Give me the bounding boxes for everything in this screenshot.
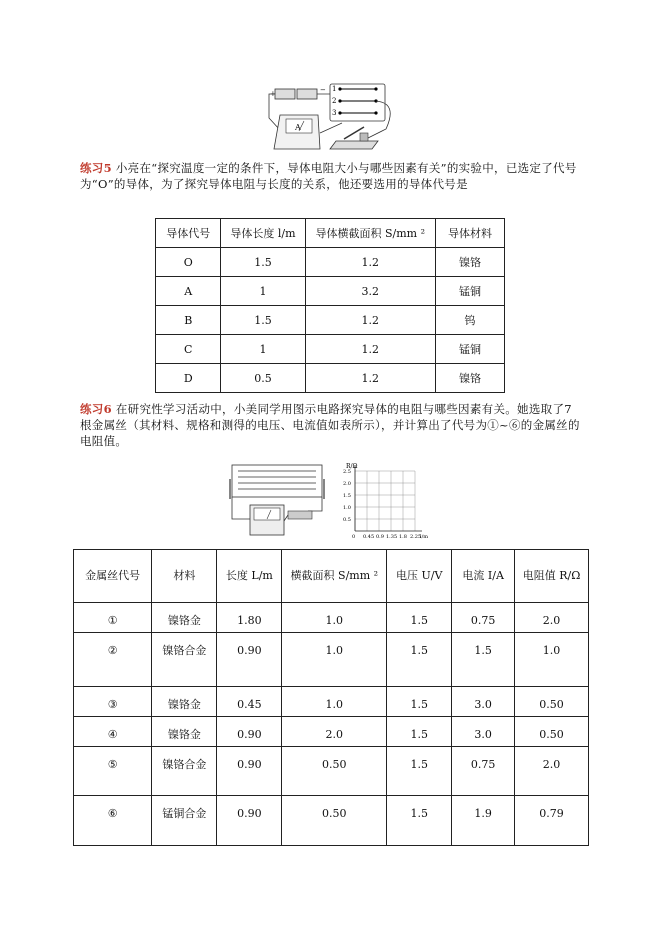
circuit-figure-2	[228, 459, 343, 541]
table-header-row	[74, 550, 589, 603]
table-cell: 0.5	[221, 364, 305, 393]
table-row	[156, 248, 505, 277]
table-cell: 1.5	[221, 248, 305, 277]
table-cell: 0.75	[452, 603, 515, 633]
table-cell: 2.0	[515, 603, 589, 633]
table-row	[74, 796, 589, 846]
table-cell: 1.2	[305, 306, 435, 335]
table-cell: 镍铬	[435, 248, 504, 277]
table-cell: 1.80	[217, 603, 282, 633]
table-cell: B	[156, 306, 221, 335]
table-cell: 1.2	[305, 335, 435, 364]
table-cell: 0.90	[217, 633, 282, 687]
plus-sign: +	[270, 90, 276, 98]
minus-sign: −	[320, 86, 326, 94]
ammeter-symbol: A	[295, 123, 301, 132]
exercise-5-text: 小亮在“探究温度一定的条件下，导体电阻大小与哪些因素有关”的实验中，已选定了代号为“O”的导体，为了探究导体电阻与长度的关系，他还要选用的导体代号是	[80, 161, 577, 191]
table-cell: ②	[74, 633, 152, 687]
table-header-row	[156, 219, 505, 248]
table-row	[156, 277, 505, 306]
header-cell: 材料	[152, 550, 217, 603]
table-cell: 1.0	[282, 687, 387, 717]
y-tick: 1.5	[343, 493, 351, 499]
y-tick: 2.0	[343, 481, 351, 487]
y-tick: 1.0	[343, 505, 351, 511]
y-tick: 2.5	[343, 469, 351, 475]
table-row	[74, 687, 589, 717]
table-cell: 1.0	[282, 603, 387, 633]
x-unit: l/m	[420, 534, 429, 540]
header-cell: 长度 L/m	[217, 550, 282, 603]
table-cell: A	[156, 277, 221, 306]
graph-ylabel: R/Ω	[346, 463, 358, 470]
header-cell: 电压 U/V	[387, 550, 452, 603]
table-cell: 2.0	[282, 717, 387, 747]
metal-wire-table	[73, 549, 589, 846]
header-cell: 导体代号	[156, 219, 221, 248]
table-cell: 锰铜合金	[152, 796, 217, 846]
table-cell: 镍铬	[435, 364, 504, 393]
table-row	[74, 633, 589, 687]
table-row	[156, 364, 505, 393]
table-cell: 3.2	[305, 277, 435, 306]
table-row	[156, 306, 505, 335]
table-row	[74, 747, 589, 796]
table-row	[74, 717, 589, 747]
table-cell: 0.90	[217, 747, 282, 796]
wire-3-label: 3	[332, 109, 337, 117]
table-cell: 1.0	[282, 633, 387, 687]
table-cell: 1.5	[387, 687, 452, 717]
header-cell: 电流 I/A	[452, 550, 515, 603]
x-tick: 2.25	[410, 534, 422, 540]
table-cell: 1.2	[305, 248, 435, 277]
table-cell: 1	[221, 277, 305, 306]
table-cell: 钨	[435, 306, 504, 335]
table-cell: 1.2	[305, 364, 435, 393]
table-cell: 1.5	[387, 633, 452, 687]
table-cell: 1.5	[387, 747, 452, 796]
table-cell: 0.75	[452, 747, 515, 796]
x-tick: 0	[352, 534, 356, 540]
table-cell: 0.50	[282, 796, 387, 846]
table-cell: 0.50	[515, 687, 589, 717]
table-cell: O	[156, 248, 221, 277]
circuit-figure-1	[268, 83, 418, 153]
table-cell: ③	[74, 687, 152, 717]
table-cell: 锰铜	[435, 277, 504, 306]
header-cell: 电阻值 R/Ω	[515, 550, 589, 603]
table-cell: 锰铜	[435, 335, 504, 364]
exercise-6-label: 练习6	[80, 402, 112, 416]
table-row	[156, 335, 505, 364]
table-cell: 1	[221, 335, 305, 364]
exercise-5-label: 练习5	[80, 161, 112, 175]
table-cell: 0.79	[515, 796, 589, 846]
table-cell: 3.0	[452, 717, 515, 747]
table-cell: ①	[74, 603, 152, 633]
conductor-table	[155, 218, 505, 393]
table-cell: 1.0	[515, 633, 589, 687]
table-cell: 0.50	[282, 747, 387, 796]
table-cell: 镍铬合金	[152, 633, 217, 687]
x-tick: 1.8	[399, 534, 407, 540]
y-tick: 0.5	[343, 517, 351, 523]
table-cell: D	[156, 364, 221, 393]
header-cell: 横截面积 S/mm ²	[282, 550, 387, 603]
table-cell: 3.0	[452, 687, 515, 717]
header-cell: 导体长度 l/m	[221, 219, 305, 248]
table-cell: 0.45	[217, 687, 282, 717]
table-cell: 0.90	[217, 717, 282, 747]
wire-2-label: 2	[332, 97, 337, 105]
table-cell: 镍铬金	[152, 687, 217, 717]
table-cell: 镍铬金	[152, 717, 217, 747]
x-tick: 1.35	[386, 534, 398, 540]
table-cell: C	[156, 335, 221, 364]
table-cell: 1.9	[452, 796, 515, 846]
header-cell: 导体材料	[435, 219, 504, 248]
table-cell: 0.90	[217, 796, 282, 846]
x-tick: 0.9	[376, 534, 384, 540]
exercise-6	[80, 401, 580, 449]
table-row	[74, 603, 589, 633]
table-cell: 1.5	[387, 603, 452, 633]
header-cell: 金属丝代号	[74, 550, 152, 603]
exercise-6-text: 在研究性学习活动中，小美同学用图示电路探究导体的电阻与哪些因素有关。她选取了7根金属丝（其材料、规格和测得的电压、电流值如表所示），并计算出了代号为①~⑥的金属丝的电阻值。	[80, 402, 580, 448]
table-cell: 2.0	[515, 747, 589, 796]
table-cell: ⑥	[74, 796, 152, 846]
table-cell: 1.5	[387, 717, 452, 747]
table-cell: 镍铬合金	[152, 747, 217, 796]
header-cell: 导体横截面积 S/mm ²	[305, 219, 435, 248]
wire-1-label: 1	[332, 85, 337, 93]
exercise-5	[80, 160, 580, 192]
table-cell: 镍铬金	[152, 603, 217, 633]
table-cell: 0.50	[515, 717, 589, 747]
table-cell: ④	[74, 717, 152, 747]
x-tick: 0.45	[363, 534, 375, 540]
table-cell: 1.5	[387, 796, 452, 846]
table-cell: 1.5	[452, 633, 515, 687]
resistance-length-graph	[340, 459, 432, 541]
table-cell: 1.5	[221, 306, 305, 335]
table-cell: ⑤	[74, 747, 152, 796]
